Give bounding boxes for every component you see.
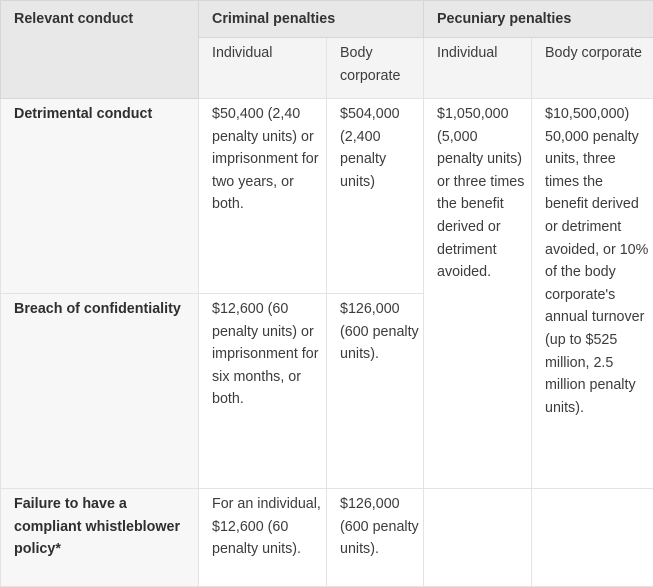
pecuniary-body-corporate-cell: $10,500,000) 50,000 penalty units, three times the benefit derived or detriment avoided, or 10% of the body corporate's annual turnover (up to $525 million, 2.5 million penalty units).	[532, 99, 653, 489]
empty-cell	[424, 489, 532, 587]
conduct-cell: Breach of confidentiality	[1, 294, 199, 489]
table-row	[1, 489, 653, 587]
criminal-body-corporate-cell: $504,000 (2,400 penalty units)	[327, 99, 424, 294]
empty-cell	[532, 489, 653, 587]
table-row	[1, 99, 653, 294]
header-criminal-penalties: Criminal penalties	[199, 1, 424, 38]
header-relevant-conduct: Relevant conduct	[1, 1, 199, 99]
subheader-pecuniary-body-corporate: Body corporate	[532, 38, 653, 99]
criminal-individual-cell: For an individual, $12,600 (60 penalty units).	[199, 489, 327, 587]
pecuniary-individual-cell: $1,050,000 (5,000 penalty units) or three times the benefit derived or detriment avoided.	[424, 99, 532, 489]
subheader-criminal-individual: Individual	[199, 38, 327, 99]
header-row	[1, 1, 653, 38]
subheader-criminal-body-corporate: Body corporate	[327, 38, 424, 99]
criminal-individual-cell: $12,600 (60 penalty units) or imprisonment for six months, or both.	[199, 294, 327, 489]
criminal-individual-cell: $50,400 (2,40 penalty units) or imprisonment for two years, or both.	[199, 99, 327, 294]
conduct-cell: Failure to have a compliant whistleblower policy*	[1, 489, 199, 587]
criminal-body-corporate-cell: $126,000 (600 penalty units).	[327, 294, 424, 489]
header-pecuniary-penalties: Pecuniary penalties	[424, 1, 653, 38]
criminal-body-corporate-cell: $126,000 (600 penalty units).	[327, 489, 424, 587]
subheader-pecuniary-individual: Individual	[424, 38, 532, 99]
conduct-cell: Detrimental conduct	[1, 99, 199, 294]
